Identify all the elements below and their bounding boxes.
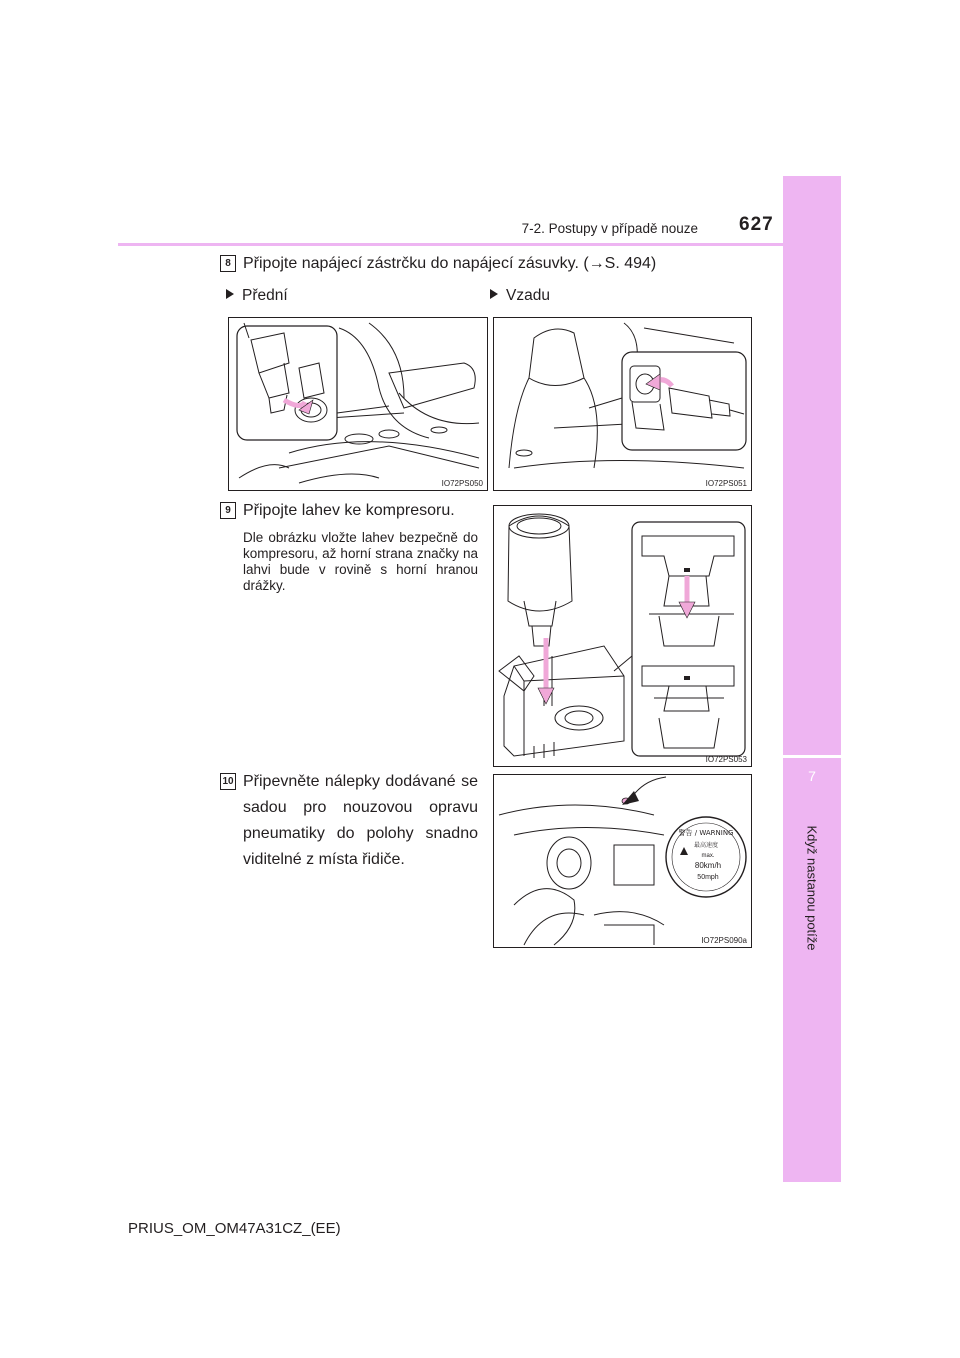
triangle-bullet-icon	[226, 289, 234, 299]
sticker-kmh-text: 80km/h	[694, 861, 722, 870]
sticker-max-text: max.	[701, 853, 715, 859]
sticker-warning-text: 警告 / WARNING	[678, 829, 734, 837]
sticker-mph-text: 50mph	[697, 874, 719, 881]
step-badge-8: 8	[220, 255, 236, 272]
chapter-sidebar	[783, 176, 841, 1182]
view-label-rear: Vzadu	[490, 287, 550, 305]
step-badge-10: 10	[220, 773, 236, 790]
step-9-note: Dle obrázku vložte lahev bezpečně do kompresoru, až horní strana značky na lahvi bude v rovině s horní hranou drážky.	[243, 530, 478, 593]
figure-sticker-placement	[493, 774, 752, 948]
figure-rear-socket	[493, 317, 752, 491]
figure-code: IO72PS051	[705, 479, 747, 488]
step-8-text: Připojte napájecí zástrčku do napájecí zásuvky. (→S. 494)	[243, 255, 657, 272]
figure-code: IO72PS090a	[701, 936, 747, 945]
figure-bottle-compressor	[493, 505, 752, 767]
sidebar-divider	[783, 755, 841, 758]
view-label-front: Přední	[226, 287, 288, 305]
figure-code: IO72PS050	[441, 479, 483, 488]
document-code: PRIUS_OM_OM47A31CZ_(EE)	[128, 1220, 341, 1237]
triangle-bullet-icon	[490, 289, 498, 299]
sticker-speed-label: 最高速度	[693, 842, 719, 849]
section-title: 7-2. Postupy v případě nouze	[521, 221, 698, 236]
figure-code: IO72PS053	[705, 755, 747, 764]
figure-front-socket	[228, 317, 488, 491]
step-9-text: Připojte lahev ke kompresoru.	[243, 502, 455, 519]
header-rule	[118, 243, 841, 246]
chapter-number: 7	[808, 768, 816, 784]
page-number: 627	[739, 214, 774, 235]
step-badge-9: 9	[220, 502, 236, 519]
step-10-text: Připevněte nálepky dodávané se sadou pro nouzovou opravu pneumatiky do polohy snadno viditelné z místa řidiče.	[243, 773, 478, 868]
chapter-title: Když nastanou potíže	[804, 825, 820, 951]
